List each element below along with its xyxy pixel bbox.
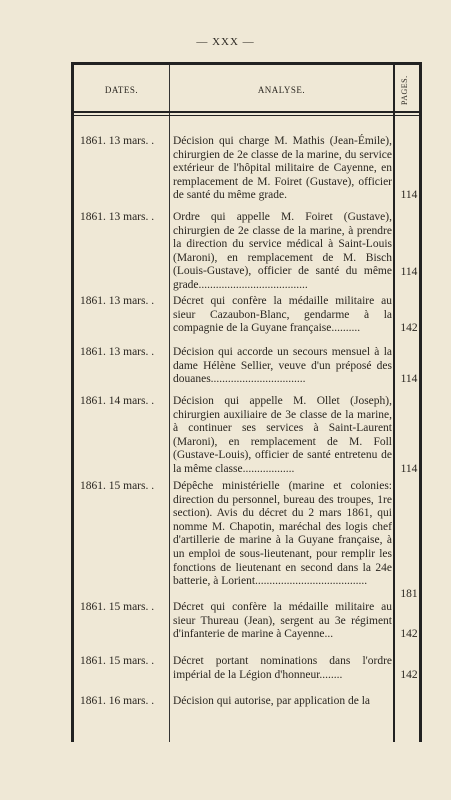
header-pages: PAGES. — [400, 75, 409, 105]
index-table — [71, 62, 422, 742]
column-divider — [169, 65, 170, 742]
row-analysis: Décret portant nominations dans l'ordre impérial de la Légion d'honneur........ — [173, 655, 392, 681]
row-page: 142 — [400, 669, 418, 681]
row-analysis: Décision qui accorde un secours mensuel à la dame Hélène Sellier, veuve d'un préposé des douanes................................. — [173, 346, 392, 386]
row-analysis: Dépêche ministérielle (marine et colonies: direction du personnel, bureau des troupes, 1re section). Avis du décret du 2 mars 1861, qui nomme M. Chapotin, maréchal des logis chef d'artillerie de marine à la Guyane française, à un emploi de sous-lieutenant, pour remplir les fonctions de lieutenant en second dans la 24e batterie, à Lorient....................................... — [173, 480, 392, 588]
row-date: 1861. 13 mars. . — [80, 211, 155, 223]
row-page: 114 — [400, 189, 418, 201]
row-analysis: Décision qui charge M. Mathis (Jean-Émile), chirurgien de 2e classe de la marine, du service extérieur de l'hôpital militaire de Cayenne, en remplacement de M. Foiret (Gustave), officier de santé du même grade. — [173, 135, 392, 202]
column-divider — [393, 65, 395, 742]
header-rule — [74, 115, 419, 116]
row-date: 1861. 15 mars. . — [80, 480, 155, 492]
row-analysis: Décision qui appelle M. Ollet (Joseph), chirurgien auxiliaire de 3e classe de la marine, à continuer ses services à Saint-Laurent (Maroni), en remplacement de M. Foll (Gustave-Louis), officier de santé entretenu de la même classe.................. — [173, 395, 392, 475]
row-date: 1861. 15 mars. . — [80, 655, 155, 667]
row-date: 1861. 13 mars. . — [80, 135, 155, 147]
header-dates: DATES. — [104, 85, 139, 95]
row-date: 1861. 16 mars. . — [80, 695, 155, 707]
row-page: 142 — [400, 322, 418, 334]
row-date: 1861. 13 mars. . — [80, 295, 155, 307]
row-page: 142 — [400, 628, 418, 640]
row-page: 114 — [400, 463, 418, 475]
header-analyse: ANALYSE. — [257, 85, 306, 95]
row-analysis: Ordre qui appelle M. Foiret (Gustave), chirurgien de 2e classe de la marine, à prendre la direction du service médical à Saint-Louis (Maroni), en remplacement de M. Bisch (Louis-Gustave), officier de santé du même grade...................................... — [173, 211, 392, 291]
row-date: 1861. 13 mars. . — [80, 346, 155, 358]
header-rule — [74, 111, 419, 113]
row-analysis: Décision qui autorise, par application de la — [173, 695, 371, 707]
row-analysis: Décret qui confère la médaille militaire au sieur Cazaubon-Blanc, gendarme à la compagnie de la Guyane française.......... — [173, 295, 392, 335]
row-date: 1861. 14 mars. . — [80, 395, 155, 407]
row-date: 1861. 15 mars. . — [80, 601, 155, 613]
page-number: — XXX — — [196, 36, 255, 48]
row-page: 114 — [400, 373, 418, 385]
row-page: 114 — [400, 266, 418, 278]
row-page: 181 — [400, 588, 418, 600]
row-analysis: Décret qui confère la médaille militaire au sieur Thureau (Jean), sergent au 3e régiment d'infanterie de marine à Cayenne... — [173, 601, 392, 641]
